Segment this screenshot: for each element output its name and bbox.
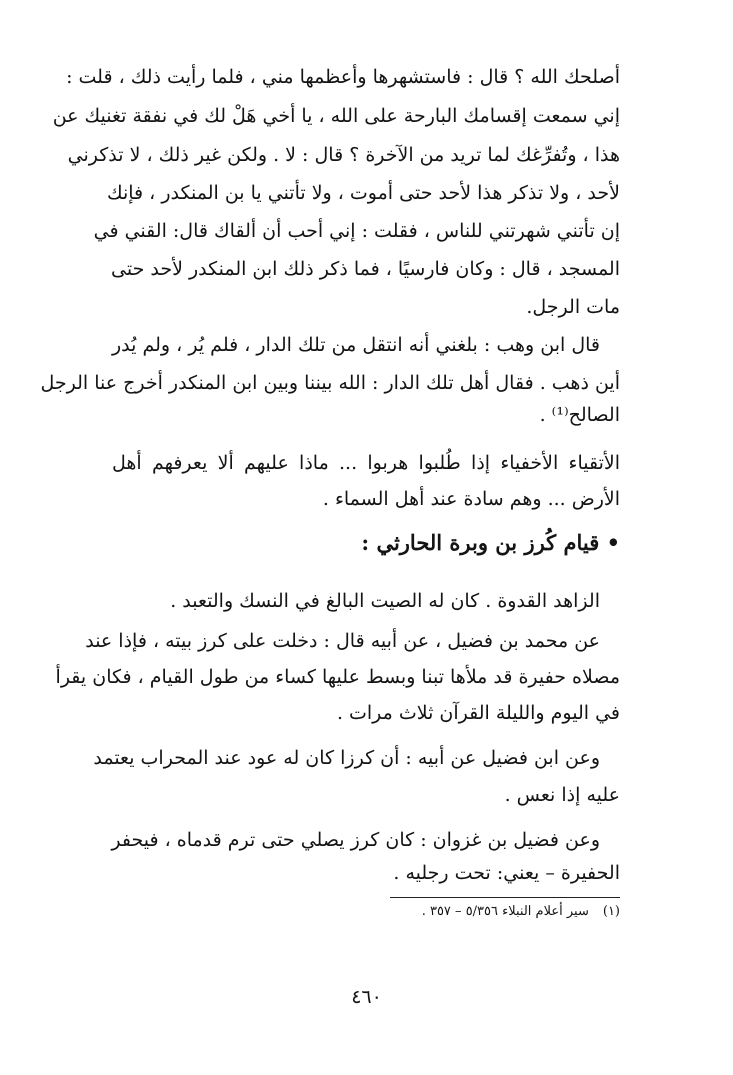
text-line: عليه إذا نعس . — [504, 784, 620, 806]
text-line: إن تأتني شهرتني للناس ، فقلت : إني أحب أن ألقاك قال: القني في — [93, 220, 620, 242]
text-line: إني سمعت إقسامك البارحة على الله ، يا أخي هَلْ لك في نفقة تغنيك عن — [52, 105, 620, 127]
text-line: مصلاه حفيرة قد ملأها تبنا وبسط عليها كساء من طول القيام ، فكان يقرأ — [55, 666, 620, 688]
text-line: قال ابن وهب : بلغني أنه انتقل من تلك الدار ، فلم يُر ، ولم يُدر — [112, 334, 600, 356]
footnote-number: (١) — [602, 904, 620, 919]
text-line: أصلحك الله ؟ قال : فاستشهرها وأعظمها مني ، فلما رأيت ذلك ، قلت : — [66, 66, 620, 88]
text-line: مات الرجل. — [526, 296, 620, 318]
text-line: وعن فضيل بن غزوان : كان كرز يصلي حتى ترم قدماه ، فيحفر — [111, 829, 600, 851]
text-line: عن محمد بن فضيل ، عن أبيه قال : دخلت على كرز بيته ، فإذا عند — [85, 630, 600, 652]
text-line: المسجد ، قال : وكان فارسيًا ، فما ذكر ذلك ابن المنكدر لأحد حتى — [111, 258, 620, 280]
text-line: الزاهد القدوة . كان له الصيت البالغ في النسك والتعبد . — [170, 590, 600, 612]
text-line: الحفيرة – يعني: تحت رجليه . — [393, 862, 620, 884]
text-line: الأتقياء الأخفياء إذا طُلبوا هربوا ... ماذا عليهم ألا يعرفهم أهل — [112, 452, 620, 474]
text-line: لأحد ، ولا تذكر هذا لأحد حتى أموت ، ولا تأتني يا بن المنكدر ، فإنك — [106, 182, 620, 204]
section-heading: • قيام كُرز بن وبرة الحارثي : — [361, 530, 620, 555]
text-line: أين ذهب . فقال أهل تلك الدار : الله بيننا وبين ابن المنكدر أخرج عنا الرجل — [40, 372, 620, 394]
page-number: ٤٦٠ — [351, 986, 382, 1008]
footnote-divider — [390, 897, 620, 898]
footnote-text: سير أعلام النبلاء ٥/٣٥٦ – ٣٥٧ . — [421, 904, 589, 919]
text-line: في اليوم والليلة القرآن ثلاث مرات . — [336, 702, 620, 724]
text-line: هذا ، وتُفرِّغك لما تريد من الآخرة ؟ قال : لا . ولكن غير ذلك ، لا تذكرني — [67, 144, 620, 166]
text-line: الأرض ... وهم سادة عند أهل السماء . — [322, 488, 620, 510]
text-line: وعن ابن فضيل عن أبيه : أن كرزا كان له عود عند المحراب يعتمد — [93, 747, 600, 769]
footnote — [112, 900, 620, 924]
text-line: الصالح⁽¹⁾ . — [539, 404, 620, 426]
